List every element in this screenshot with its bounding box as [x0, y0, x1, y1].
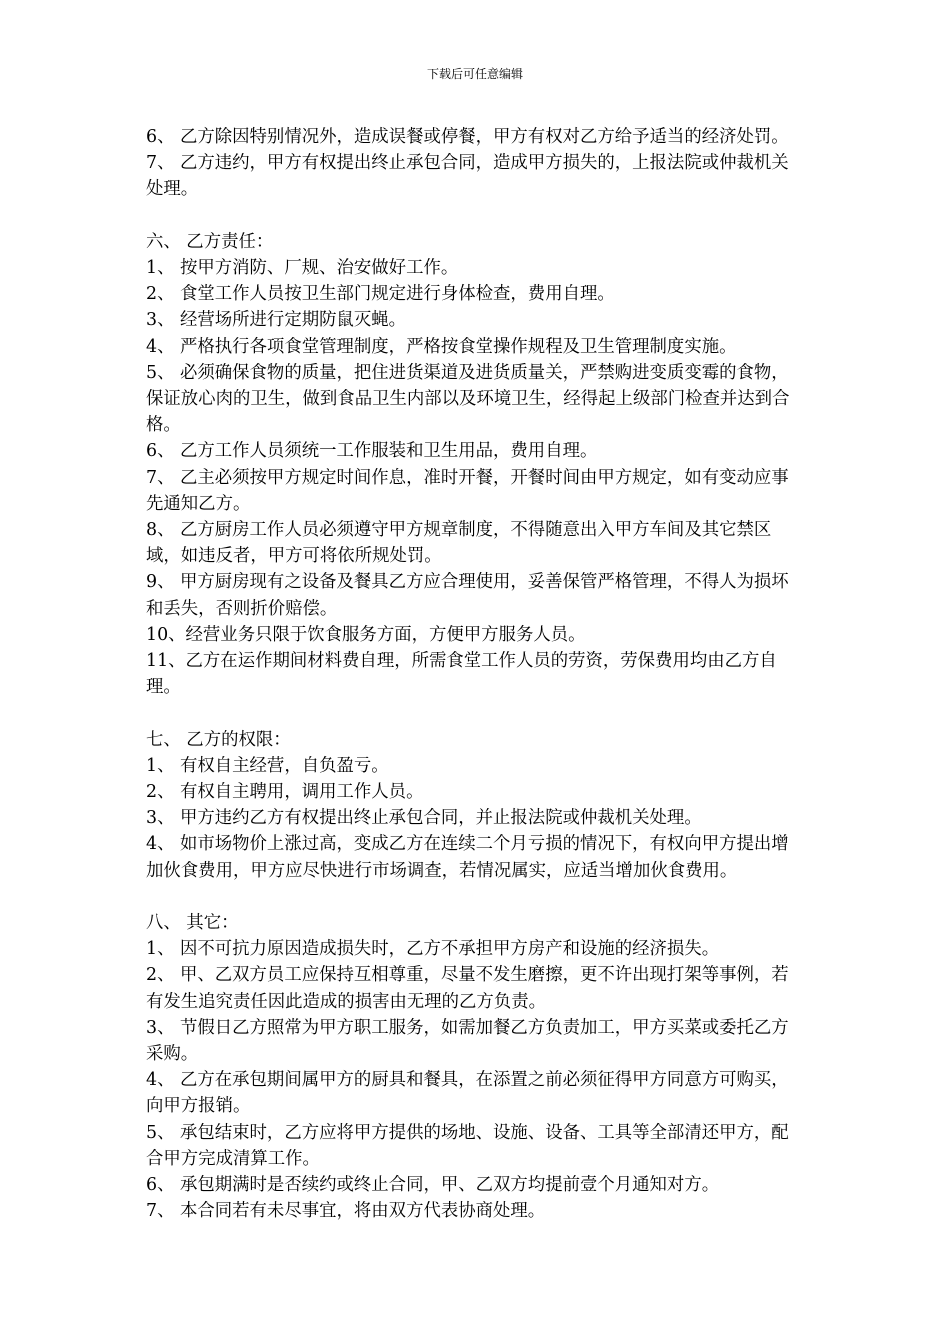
paragraph-gap	[146, 700, 806, 726]
clause-item: 7、 本合同若有未尽事宜，将由双方代表协商处理。	[146, 1201, 546, 1222]
clause-item: 2、 食堂工作人员按卫生部门规定进行身体检查，费用自理。	[146, 284, 615, 305]
clause-item: 8、 乙方厨房工作人员必须遵守甲方规章制度，不得随意出入甲方车间及其它禁区域，如违反者，甲方可将依所规处罚。	[146, 520, 772, 567]
clause-item: 4、 严格执行各项食堂管理制度，严格按食堂操作规程及卫生管理制度实施。	[146, 336, 737, 357]
clause-item: 3、 甲方违约乙方有权提出终止承包合同，并止报法院或仲裁机关处理。	[146, 808, 702, 829]
clause-item: 1、 有权自主经营，自负盈亏。	[146, 755, 389, 776]
section-title: 八、 其它：	[146, 913, 239, 934]
document-body	[146, 124, 806, 1224]
clause-item: 1、 按甲方消防、厂规、治安做好工作。	[146, 258, 459, 278]
clause-item: 2、 有权自主聘用，调用工作人员。	[146, 782, 424, 803]
section-title: 七、 乙方的权限：	[146, 729, 291, 750]
clause-item: 10、经营业务只限于饮食服务方面，方便甲方服务人员。	[146, 624, 586, 645]
clause-item: 4、 如市场物价上涨过高，变成乙方在连续二个月亏损的情况下，有权向甲方提出增加伙食费用，甲方应尽快进行市场调查，若情况属实，应适当增加伙食费用。	[146, 834, 789, 881]
section-title: 六、 乙方责任：	[146, 231, 274, 252]
paragraph-gap	[146, 884, 806, 910]
clause-item: 3、 节假日乙方照常为甲方职工服务，如需加餐乙方负责加工，甲方买菜或委托乙方采购。	[146, 1017, 789, 1065]
clause-item: 11、乙方在运作期间材料费自理，所需食堂工作人员的劳资，劳保费用均由乙方自理。	[146, 651, 777, 698]
clause-item: 3、 经营场所进行定期防鼠灭蝇。	[146, 310, 407, 331]
page-header: 下载后可任意编辑	[426, 67, 523, 81]
clause-item: 6、 乙方除因特别情况外，造成误餐或停餐，甲方有权对乙方给予适当的经济处罚。	[146, 127, 789, 147]
clause-item: 2、 甲、乙双方员工应保持互相尊重，尽量不发生磨擦，更不许出现打架等事例，若有发生追究责任因此造成的损害由无理的乙方负责。	[146, 965, 789, 1012]
clause-item: 1、 因不可抗力原因造成损失时，乙方不承担甲方房产和设施的经济损失。	[146, 939, 720, 960]
clause-item: 5、 必须确保食物的质量，把住进货渠道及进货质量关，严禁购进变质变霉的食物，保证放心肉的卫生，做到食品卫生内部以及环境卫生，经得起上级部门检查并达到合格。	[146, 362, 790, 436]
clause-item: 6、 承包期满时是否续约或终止合同，甲、乙双方均提前壹个月通知对方。	[146, 1175, 720, 1196]
clause-item: 5、 承包结束时，乙方应将甲方提供的场地、设施、设备、工具等全部清还甲方，配合甲方完成清算工作。	[146, 1122, 789, 1169]
clause-item: 9、 甲方厨房现有之设备及餐具乙方应合理使用，妥善保管严格管理，不得人为损坏和丢失，否则折价赔偿。	[146, 572, 789, 619]
clause-item: 6、 乙方工作人员须统一工作服装和卫生用品，费用自理。	[146, 441, 598, 462]
clause-item: 4、 乙方在承包期间属甲方的厨具和餐具，在添置之前必须征得甲方同意方可购买，向甲方报销。	[146, 1070, 789, 1117]
clause-item: 7、 乙方违约，甲方有权提出终止承包合同，造成甲方损失的，上报法院或仲裁机关处理。	[146, 153, 789, 200]
clause-item: 7、 乙主必须按甲方规定时间作息，准时开餐，开餐时间由甲方规定，如有变动应事先通知乙方。	[146, 467, 789, 514]
paragraph-gap	[146, 203, 806, 229]
